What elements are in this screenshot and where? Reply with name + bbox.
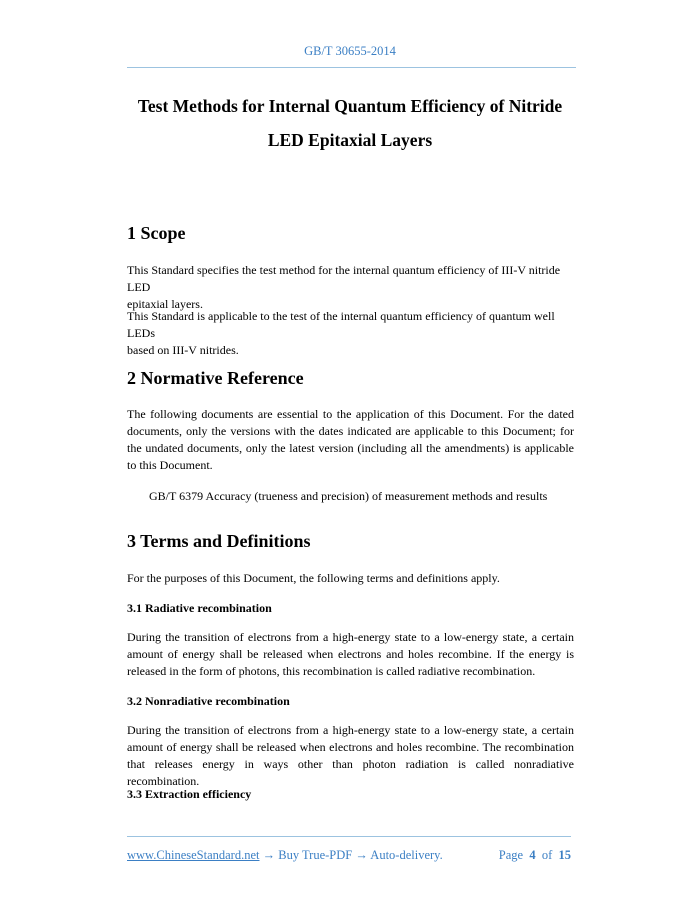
term-3-1-definition: During the transition of electrons from a high-energy state to a low-energy state, a certain amount of energy shall be released when electrons and holes recombine. If the energy is released in the form of photons, this recombination is called radiative recombination.	[127, 630, 574, 678]
header-divider	[127, 67, 576, 68]
section-3-heading: 3 Terms and Definitions	[127, 531, 311, 551]
term-3-3-heading: 3.3 Extraction efficiency	[127, 787, 252, 801]
term-3-2-definition: During the transition of electrons from a high-energy state to a low-energy state, a certain amount of energy shall be released when electrons and holes recombine. The recombination that releases energy in ways other than photon radiation is called nonradiative recombination.	[127, 723, 574, 788]
section-1-paragraph-1-line-1: This Standard specifies the test method for the internal quantum efficiency of III-V nitride LED	[127, 263, 561, 294]
website-link[interactable]: www.ChineseStandard.net	[127, 848, 260, 862]
footer-promo-text: → Buy True-PDF → Auto-delivery.	[259, 848, 443, 862]
section-1-heading: 1 Scope	[127, 223, 186, 243]
term-3-2-heading: 3.2 Nonradiative recombination	[127, 694, 290, 708]
section-1-paragraph-2-line-1: This Standard is applicable to the test of the internal quantum efficiency of quantum well LEDs	[127, 309, 555, 340]
page-indicator	[499, 848, 571, 863]
document-title-line-1: Test Methods for Internal Quantum Efficiency of Nitride	[137, 96, 563, 116]
section-1-paragraph-1-line-2: epitaxial layers.	[127, 297, 203, 311]
header-standard-code: GB/T 30655-2014	[304, 44, 396, 58]
page-current: 4	[529, 848, 536, 862]
footer-promo	[127, 848, 443, 863]
normative-reference-item: GB/T 6379 Accuracy (trueness and precision) of measurement methods and results	[149, 489, 548, 503]
section-1-paragraph-1	[127, 262, 574, 313]
term-3-1-heading: 3.1 Radiative recombination	[127, 601, 272, 615]
section-1-paragraph-2-line-2: based on III-V nitrides.	[127, 343, 239, 357]
page-label: Page	[498, 848, 524, 862]
footer-divider	[127, 836, 571, 837]
section-2-heading: 2 Normative Reference	[127, 368, 304, 388]
page-total: 15	[558, 848, 571, 862]
section-3-intro: For the purposes of this Document, the following terms and definitions apply.	[127, 571, 500, 585]
section-1-paragraph-2	[127, 308, 574, 359]
document-title-line-2: LED Epitaxial Layers	[267, 130, 433, 150]
page-of-label: of	[541, 848, 553, 862]
section-2-paragraph: The following documents are essential to the application of this Document. For the dated documents, only the versions with the dates indicated are applicable to this Document; for the undated documents, only the latest version (including all the amendments) is applicable to this Document.	[127, 407, 574, 472]
